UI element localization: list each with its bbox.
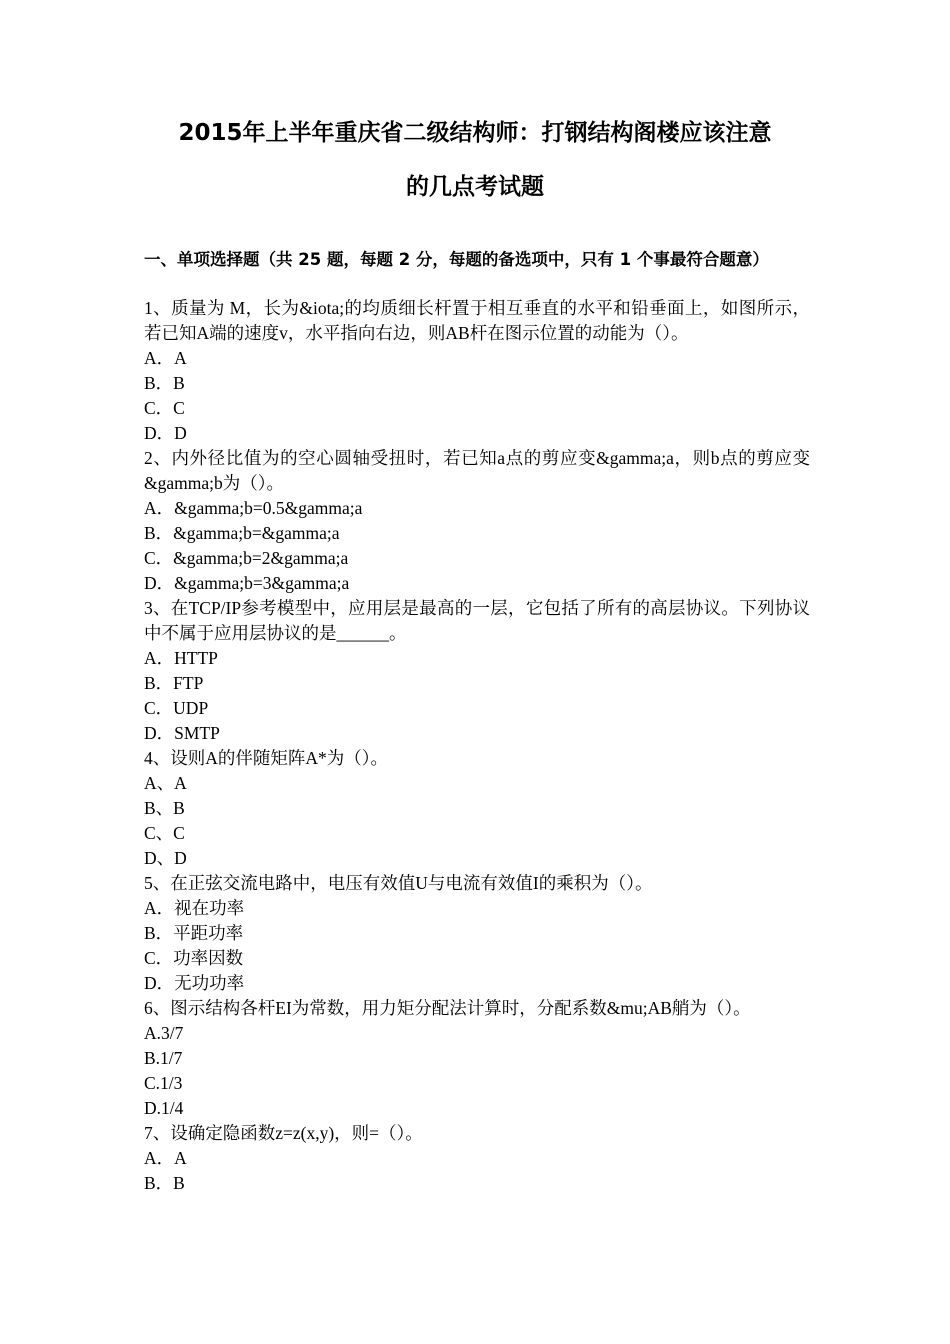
option-d: D．D (144, 423, 187, 443)
option-a: A.3/7 (144, 1023, 184, 1043)
question-text: 7、设确定隐函数z=z(x,y)，则=（）。 (144, 1123, 423, 1143)
question-list (144, 296, 810, 1196)
option-b: B．FTP (144, 673, 204, 693)
question-text: 4、设则A的伴随矩阵A*为（）。 (144, 748, 389, 768)
section-heading: 一、单项选择题（共 25 题，每题 2 分，每题的备选项中，只有 1 个事最符合题意） (144, 250, 769, 269)
option-c: C、C (144, 823, 185, 843)
option-b: B、B (144, 798, 185, 818)
option-a: A．HTTP (144, 648, 218, 668)
question-1 (144, 296, 810, 446)
option-c: C．C (144, 398, 185, 418)
question-text: 5、在正弦交流电路中，电压有效值U与电流有效值I的乘积为（）。 (144, 873, 653, 893)
option-b: B．平距功率 (144, 923, 244, 943)
option-b: B.1/7 (144, 1048, 183, 1068)
option-d: D.1/4 (144, 1098, 184, 1118)
option-b: B．&gamma;b=&gamma;a (144, 523, 340, 543)
option-c: C．&gamma;b=2&gamma;a (144, 548, 349, 568)
question-text: 1、质量为 M，长为&iota;的均质细长杆置于相互垂直的水平和铅垂面上，如图所示，若已知A端的速度v，水平指向右边，则AB杆在图示位置的动能为（）。 (144, 298, 810, 343)
option-c: C．UDP (144, 698, 209, 718)
question-7 (144, 1121, 810, 1196)
option-b: B．B (144, 1173, 185, 1193)
question-6 (144, 996, 810, 1121)
option-d: D、D (144, 848, 187, 868)
question-5 (144, 871, 810, 996)
question-text: 6、图示结构各杆EI为常数，用力矩分配法计算时，分配系数&mu;AB艄为（）。 (144, 998, 751, 1018)
option-d: D．&gamma;b=3&gamma;a (144, 573, 350, 593)
option-a: A．&gamma;b=0.5&gamma;a (144, 498, 363, 518)
question-text: 2、内外径比值为的空心圆轴受扭时，若已知a点的剪应变&gamma;a，则b点的剪应变&gamma;b为（）。 (144, 448, 810, 493)
option-a: A．A (144, 348, 187, 368)
document-title-line1: 2015年上半年重庆省二级结构师：打钢结构阁楼应该注意 (178, 120, 772, 146)
document-title-line2: 的几点考试题 (406, 174, 544, 200)
option-a: A．A (144, 1148, 187, 1168)
option-c: C．功率因数 (144, 948, 244, 968)
option-d: D．无功功率 (144, 973, 245, 993)
option-b: B．B (144, 373, 185, 393)
option-a: A、A (144, 773, 187, 793)
question-text: 3、在TCP/IP参考模型中，应用层是最高的一层，它包括了所有的高层协议。下列协议中不属于应用层协议的是______。 (144, 598, 810, 643)
option-d: D．SMTP (144, 723, 220, 743)
question-3 (144, 596, 810, 746)
option-c: C.1/3 (144, 1073, 183, 1093)
option-a: A．视在功率 (144, 898, 245, 918)
question-2 (144, 446, 810, 596)
question-4 (144, 746, 810, 871)
